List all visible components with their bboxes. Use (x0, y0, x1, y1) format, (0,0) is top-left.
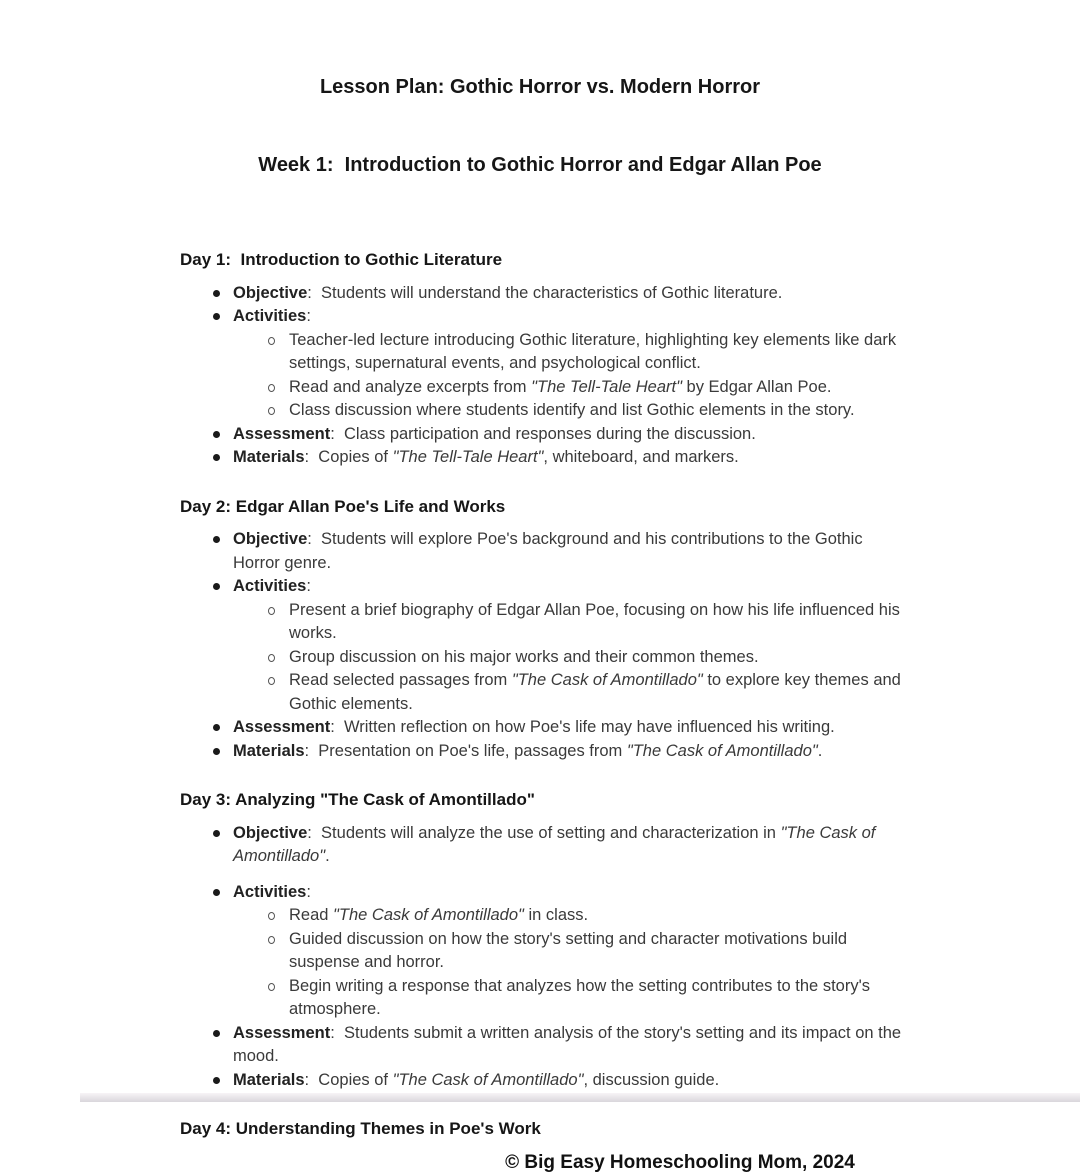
lesson-plan-body (180, 248, 906, 1141)
list-item-text: Teacher-led lecture introducing Gothic literature, highlighting key elements like dark settings, supernatural events, and psychological conflict. (289, 330, 901, 372)
list-item (180, 822, 906, 869)
circle-bullet-icon (268, 407, 275, 415)
list-item-text: Objective: Students will analyze the use of setting and characterization in "The Cask of Amontillado". (233, 823, 880, 865)
document-page (0, 22, 1080, 1173)
bottom-bar (80, 1093, 1080, 1102)
list-item (180, 716, 906, 740)
list-item-text: Activities: (233, 577, 311, 595)
document-title-line2: Week 1: Introduction to Gothic Horror and Edgar Allan Poe (258, 154, 822, 176)
bullet-icon (213, 1030, 220, 1037)
circle-bullet-icon (268, 654, 275, 662)
circle-bullet-icon (268, 337, 275, 345)
list-item-text: Read selected passages from "The Cask of Amontillado" to explore key themes and Gothic elements. (289, 671, 906, 713)
list-item-text: Assessment: Written reflection on how Poe's life may have influenced his writing. (233, 718, 835, 736)
list-item-text: Materials: Copies of "The Tell-Tale Heart", whiteboard, and markers. (233, 448, 739, 466)
list-item (180, 1022, 906, 1069)
bullet-icon (213, 290, 220, 297)
copyright-footer: © Big Easy Homeschooling Mom, 2024 (505, 1151, 855, 1173)
list-item (180, 423, 906, 447)
list-item-text: Group discussion on his major works and their common themes. (289, 647, 759, 666)
list-item (180, 528, 906, 575)
bullet-icon (213, 889, 220, 896)
circle-bullet-icon (268, 912, 275, 920)
list-item (180, 881, 906, 905)
day-item-list (180, 282, 906, 470)
document-title (0, 22, 1080, 230)
bullet-icon (213, 748, 220, 755)
day-heading: Day 4: Understanding Themes in Poe's Work (180, 1119, 541, 1138)
list-item (180, 399, 906, 423)
circle-bullet-icon (268, 607, 275, 615)
document-title-line1: Lesson Plan: Gothic Horror vs. Modern Horror (319, 76, 761, 98)
list-item (180, 669, 906, 716)
list-item (180, 305, 906, 329)
list-item-text: Read "The Cask of Amontillado" in class. (289, 906, 589, 924)
list-item-text: Begin writing a response that analyzes how the setting contributes to the story's atmosphere. (289, 976, 875, 1018)
day-item-list (180, 528, 906, 763)
circle-bullet-icon (268, 983, 275, 991)
list-item-text: Activities: (233, 307, 311, 325)
circle-bullet-icon (268, 936, 275, 944)
list-item-text: Objective: Students will understand the characteristics of Gothic literature. (233, 283, 783, 302)
circle-bullet-icon (268, 677, 275, 685)
list-item (180, 575, 906, 599)
list-item (180, 740, 906, 764)
bullet-icon (213, 313, 220, 320)
list-item-text: Class discussion where students identify and list Gothic elements in the story. (289, 401, 855, 419)
bullet-icon (213, 724, 220, 731)
day-item-list (180, 822, 906, 1093)
list-item (180, 599, 906, 646)
list-item-text: Materials: Presentation on Poe's life, passages from "The Cask of Amontillado". (233, 741, 823, 760)
day-heading: Day 2: Edgar Allan Poe's Life and Works (180, 496, 506, 516)
list-item-text: Present a brief biography of Edgar Allan Poe, focusing on how his life influenced his works. (289, 600, 905, 642)
day-heading: Day 3: Analyzing "The Cask of Amontillado" (180, 790, 535, 809)
list-item (180, 1069, 906, 1093)
list-item (180, 282, 906, 306)
list-item-text: Assessment: Class participation and responses during the discussion. (233, 424, 756, 443)
bullet-icon (213, 431, 220, 438)
list-item-text: Assessment: Students submit a written analysis of the story's setting and its impact on the mood. (233, 1023, 906, 1065)
list-item (180, 904, 906, 928)
list-item (180, 376, 906, 400)
bullet-icon (213, 1077, 220, 1084)
list-item (180, 446, 906, 470)
list-item-text: Activities: (233, 882, 311, 901)
bullet-icon (213, 536, 220, 543)
bullet-icon (213, 830, 220, 837)
list-item-text: Materials: Copies of "The Cask of Amontillado", discussion guide. (233, 1070, 720, 1089)
list-item-text: Guided discussion on how the story's setting and character motivations build suspense and horror. (289, 929, 852, 971)
list-item (180, 329, 906, 376)
circle-bullet-icon (268, 384, 275, 392)
bullet-icon (213, 583, 220, 590)
bullet-icon (213, 454, 220, 461)
list-item-text: Read and analyze excerpts from "The Tell-Tale Heart" by Edgar Allan Poe. (289, 377, 832, 396)
list-item (180, 928, 906, 975)
list-item (180, 646, 906, 670)
list-item (180, 975, 906, 1022)
day-heading: Day 1: Introduction to Gothic Literature (180, 250, 503, 269)
list-item-text: Objective: Students will explore Poe's background and his contributions to the Gothic Horror genre. (233, 530, 868, 572)
